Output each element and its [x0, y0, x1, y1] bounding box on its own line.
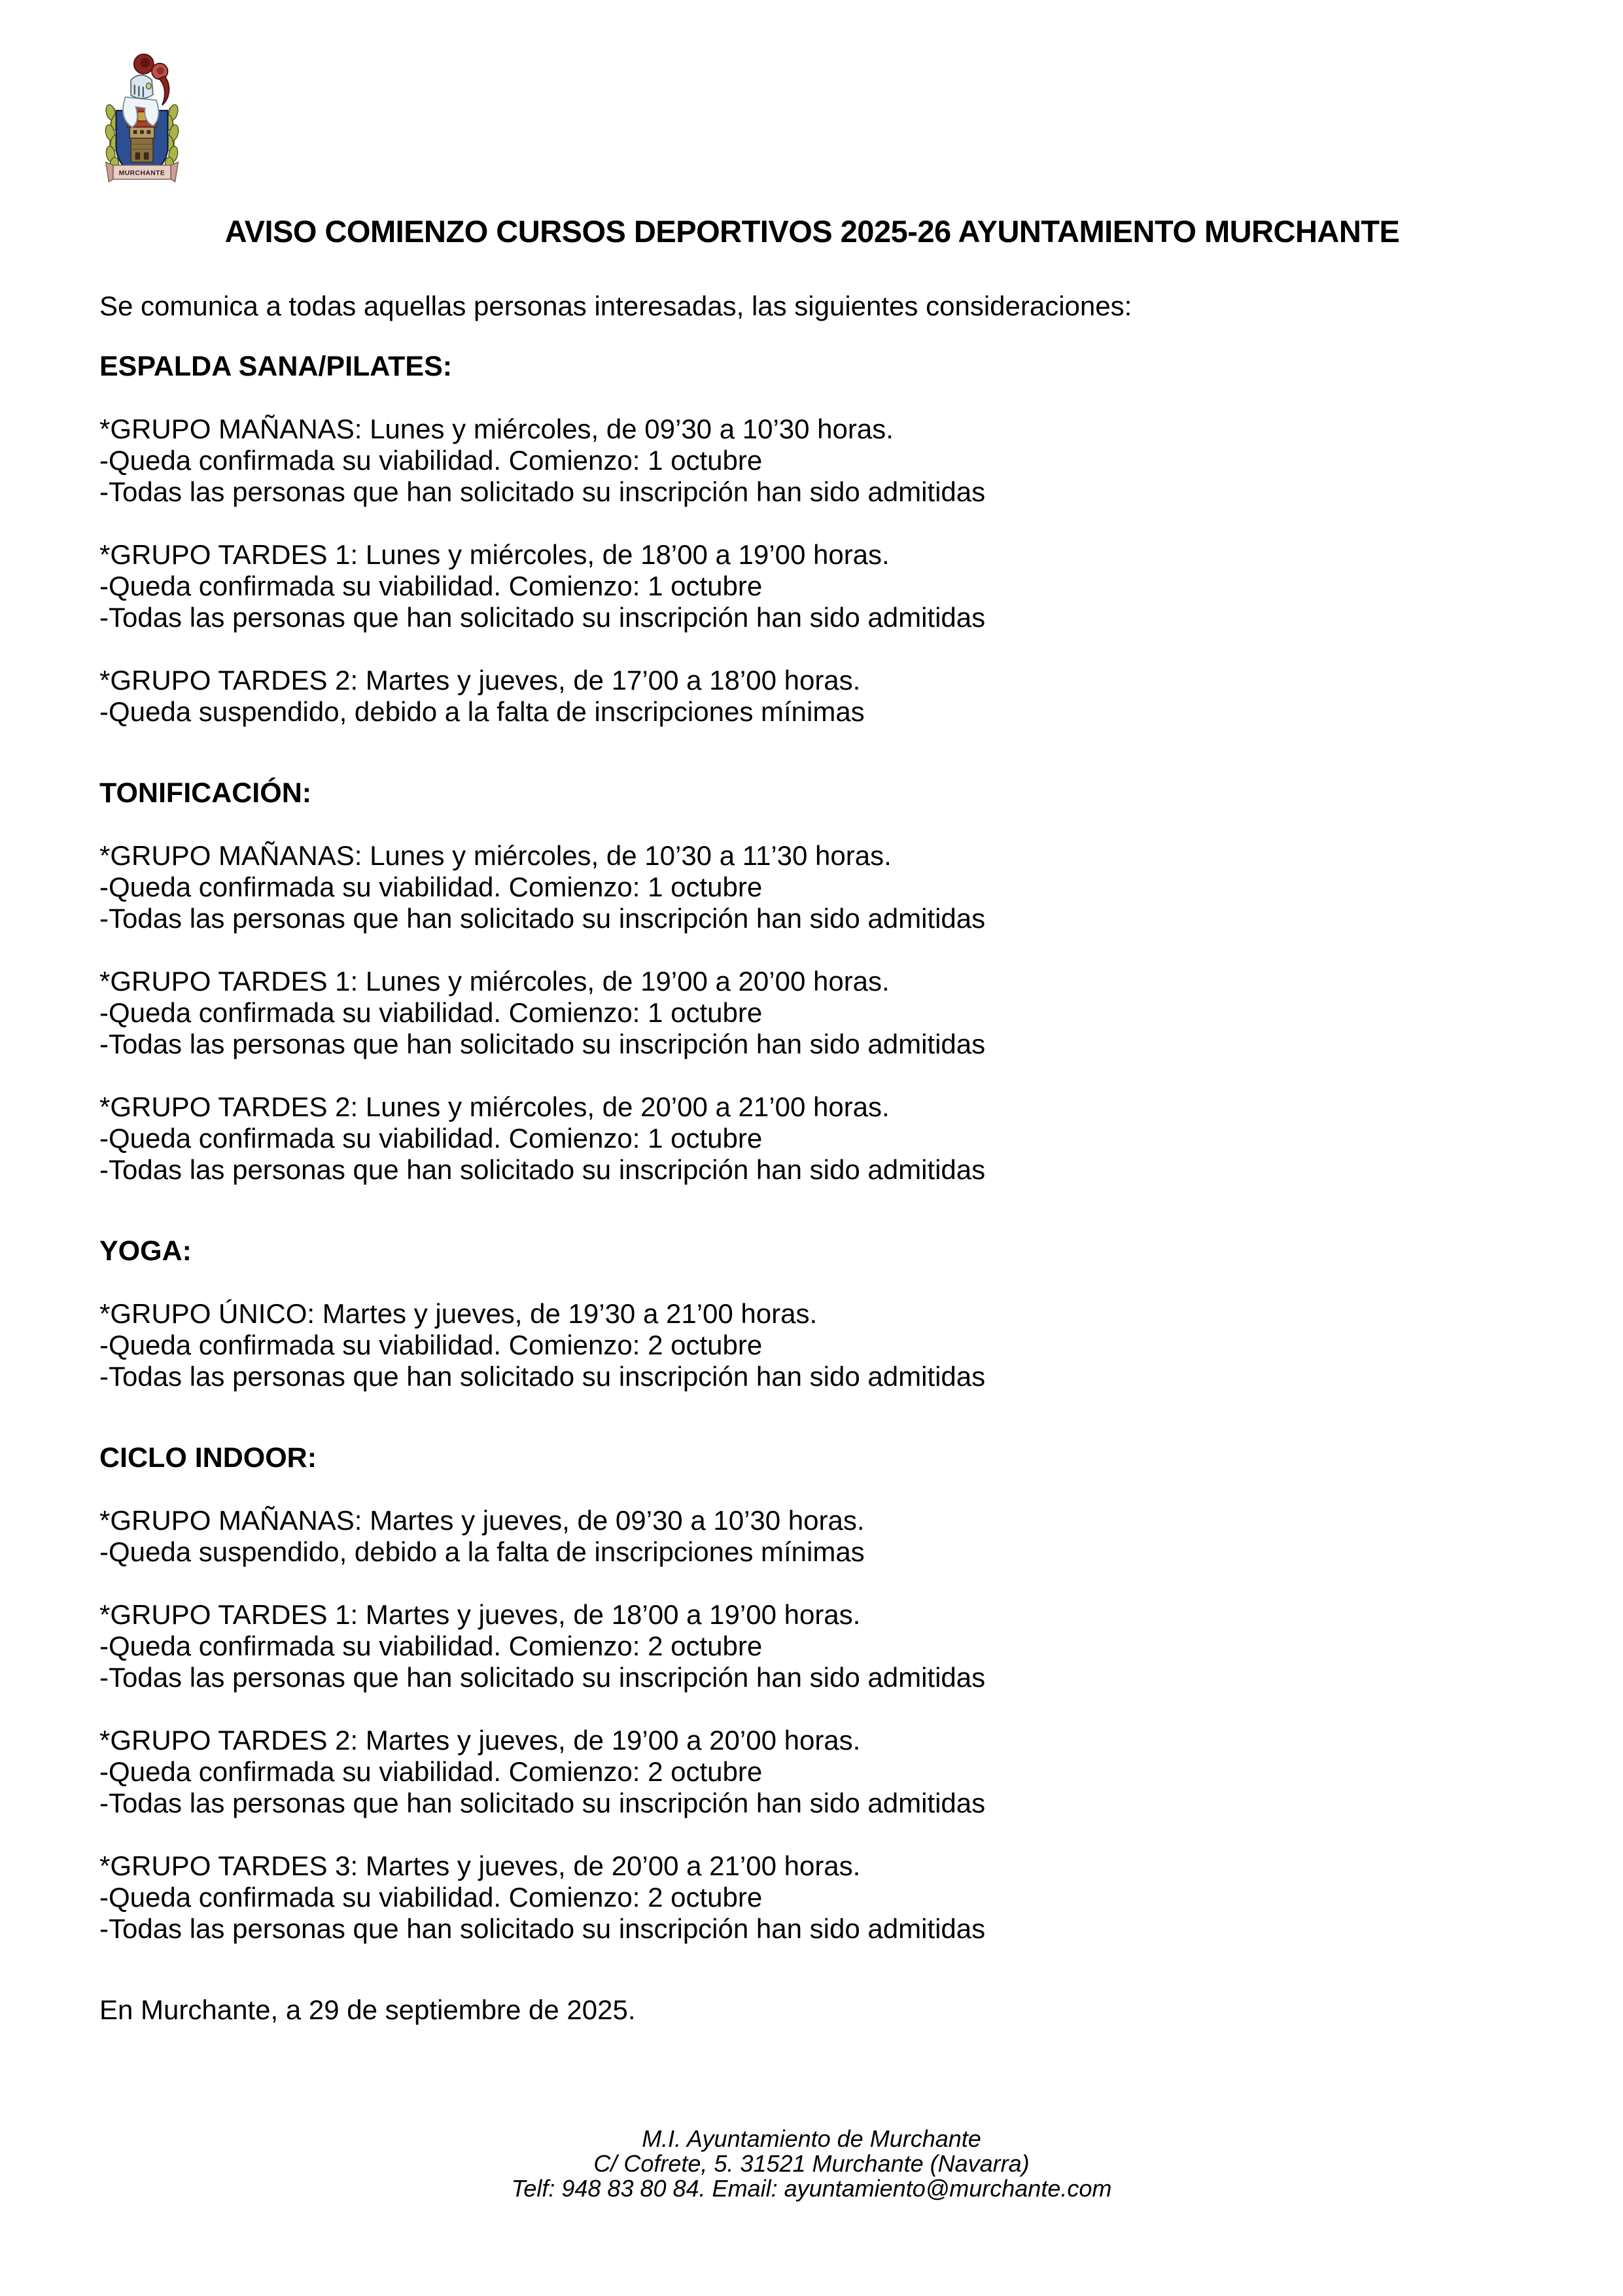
intro-paragraph: Se comunica a todas aquellas personas interesadas, las siguientes consideraciones: — [99, 291, 1132, 321]
group-note: -Queda confirmada su viabilidad. Comienzo: 1 octubre — [99, 445, 763, 476]
closing-line: En Murchante, a 29 de septiembre de 2025. — [99, 1994, 636, 2025]
group-note: -Todas las personas que han solicitado su inscripción han sido admitidas — [99, 476, 986, 507]
section-heading-yoga: YOGA: — [99, 1235, 192, 1267]
group-title: *GRUPO TARDES 3: Martes y jueves, de 20’00 a 21’00 horas. — [99, 1850, 861, 1881]
group-title: *GRUPO TARDES 1: Lunes y miércoles, de 18’00 a 19’00 horas. — [99, 539, 890, 570]
group-note: -Todas las personas que han solicitado su inscripción han sido admitidas — [99, 1361, 986, 1392]
course-group — [99, 1599, 1525, 1693]
group-note: -Todas las personas que han solicitado su inscripción han sido admitidas — [99, 903, 986, 934]
course-group — [99, 1850, 1525, 1945]
group-title: *GRUPO TARDES 2: Martes y jueves, de 17’00 a 18’00 horas. — [99, 665, 861, 696]
group-title: *GRUPO MAÑANAS: Lunes y miércoles, de 09’30 a 10’30 horas. — [99, 414, 894, 444]
course-group — [99, 414, 1525, 508]
footer — [0, 2127, 1623, 2201]
section-heading-espalda-sana-pilates: ESPALDA SANA/PILATES: — [99, 351, 453, 382]
section-heading-tonificacion: TONIFICACIÓN: — [99, 777, 312, 809]
group-title: *GRUPO TARDES 1: Lunes y miércoles, de 19’00 a 20’00 horas. — [99, 966, 890, 997]
footer-line: C/ Cofrete, 5. 31521 Murchante (Navarra) — [593, 2150, 1030, 2177]
group-note: -Queda confirmada su viabilidad. Comienzo: 2 octubre — [99, 1330, 763, 1360]
group-note: -Todas las personas que han solicitado su inscripción han sido admitidas — [99, 1154, 986, 1185]
course-group — [99, 665, 1525, 728]
group-note: -Todas las personas que han solicitado su inscripción han sido admitidas — [99, 602, 986, 633]
course-group — [99, 539, 1525, 633]
group-note: -Queda suspendido, debido a la falta de inscripciones mínimas — [99, 696, 865, 727]
group-note: -Queda confirmada su viabilidad. Comienzo: 1 octubre — [99, 872, 763, 902]
group-note: -Queda suspendido, debido a la falta de inscripciones mínimas — [99, 1536, 865, 1567]
group-title: *GRUPO ÚNICO: Martes y jueves, de 19’30 a 21’00 horas. — [99, 1298, 818, 1329]
document-body — [99, 0, 1525, 2026]
group-title: *GRUPO MAÑANAS: Martes y jueves, de 09’30 a 10’30 horas. — [99, 1505, 865, 1536]
course-group — [99, 840, 1525, 934]
group-note: -Queda confirmada su viabilidad. Comienzo: 1 octubre — [99, 997, 763, 1028]
document-title: AVISO COMIENZO CURSOS DEPORTIVOS 2025-26 AYUNTAMIENTO MURCHANTE — [224, 214, 1400, 249]
footer-line: M.I. Ayuntamiento de Murchante — [642, 2125, 981, 2152]
group-note: -Queda confirmada su viabilidad. Comienzo: 2 octubre — [99, 1756, 763, 1787]
group-note: -Todas las personas que han solicitado su inscripción han sido admitidas — [99, 1913, 986, 1944]
group-title: *GRUPO TARDES 2: Martes y jueves, de 19’00 a 20’00 horas. — [99, 1725, 861, 1756]
group-note: -Todas las personas que han solicitado su inscripción han sido admitidas — [99, 1662, 986, 1693]
course-group — [99, 966, 1525, 1060]
banner-text: MURCHANTE — [118, 169, 166, 177]
group-title: *GRUPO MAÑANAS: Lunes y miércoles, de 10’30 a 11’30 horas. — [99, 840, 892, 871]
group-note: -Todas las personas que han solicitado su inscripción han sido admitidas — [99, 1029, 986, 1059]
group-note: -Queda confirmada su viabilidad. Comienzo: 1 octubre — [99, 571, 763, 601]
course-group — [99, 1725, 1525, 1819]
course-group — [99, 1091, 1525, 1186]
course-group — [99, 1505, 1525, 1568]
section-heading-ciclo-indoor: CICLO INDOOR: — [99, 1442, 317, 1474]
group-title: *GRUPO TARDES 1: Martes y jueves, de 18’00 a 19’00 horas. — [99, 1599, 861, 1630]
group-note: -Queda confirmada su viabilidad. Comienzo: 1 octubre — [99, 1123, 763, 1154]
group-title: *GRUPO TARDES 2: Lunes y miércoles, de 20’00 a 21’00 horas. — [99, 1091, 890, 1122]
course-group — [99, 1298, 1525, 1392]
group-note: -Queda confirmada su viabilidad. Comienzo: 2 octubre — [99, 1631, 763, 1661]
group-note: -Queda confirmada su viabilidad. Comienzo: 2 octubre — [99, 1882, 763, 1913]
group-note: -Todas las personas que han solicitado su inscripción han sido admitidas — [99, 1788, 986, 1818]
footer-line: Telf: 948 83 80 84. Email: ayuntamiento@murchante.com — [511, 2175, 1112, 2202]
